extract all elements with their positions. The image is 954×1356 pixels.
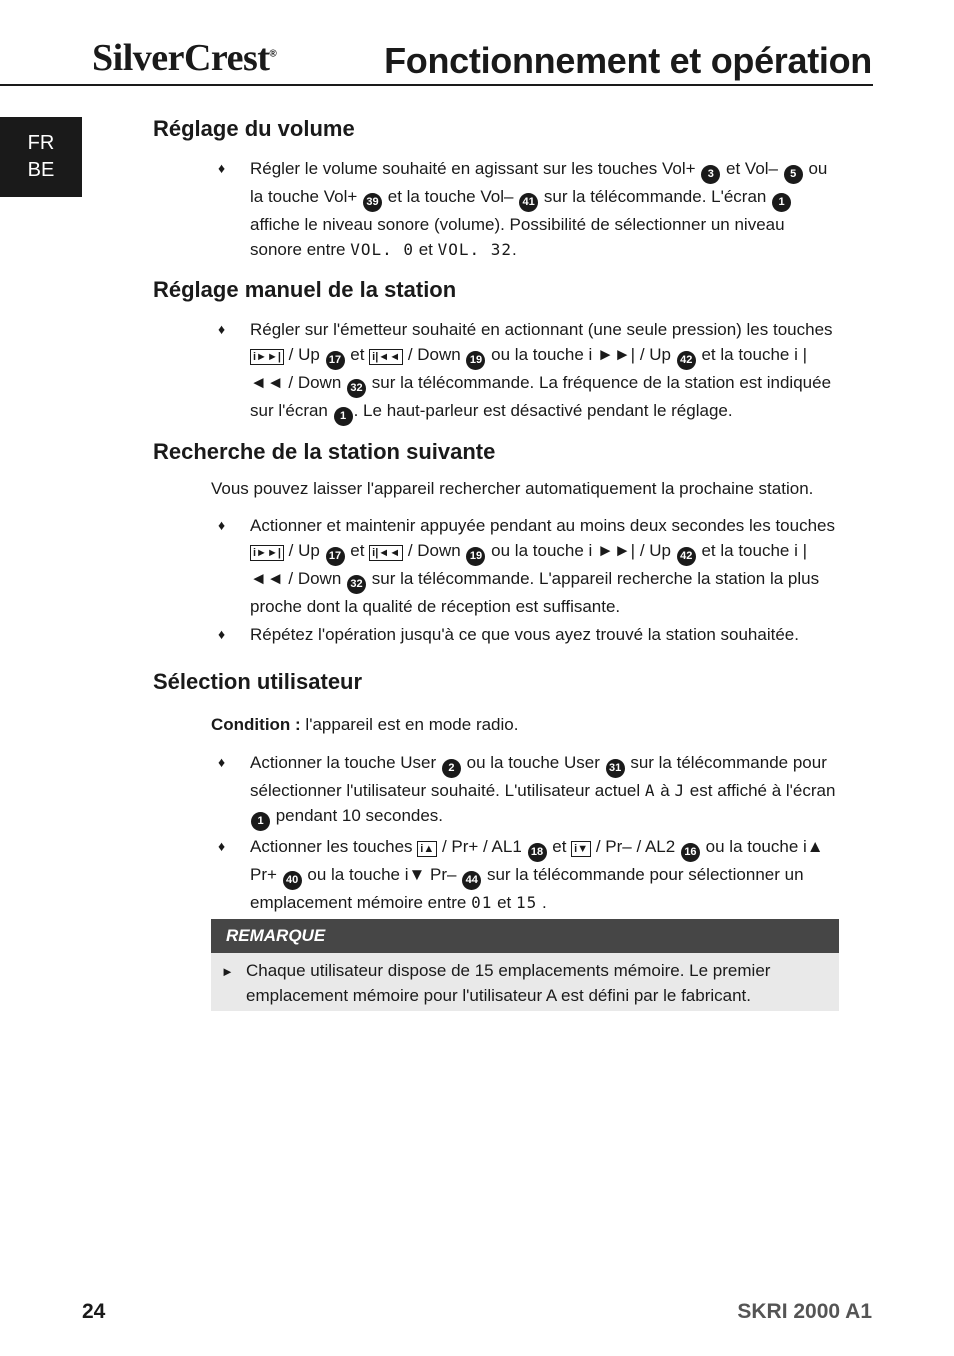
page-number: 24 bbox=[82, 1300, 106, 1323]
ref-number: 5 bbox=[784, 165, 803, 184]
search-intro: Vous pouvez laisser l'appareil rechercher automatiquement la prochaine station. bbox=[211, 479, 814, 498]
lcd-display-text: VOL. 0 bbox=[350, 240, 414, 259]
lcd-display-text: VOL. 32 bbox=[437, 240, 513, 259]
ref-number: 39 bbox=[363, 193, 382, 212]
lcd-display-text: 01 bbox=[471, 893, 493, 912]
bullet-diamond-icon: ♦ bbox=[218, 754, 226, 770]
lcd-display-text: J bbox=[674, 781, 686, 800]
key-down-icon: i▼ bbox=[571, 841, 591, 857]
arrow-right-icon: ► bbox=[221, 964, 234, 979]
ref-number: 18 bbox=[528, 843, 547, 862]
key-prev-icon: i|◄◄ bbox=[369, 349, 403, 365]
remark-text: Chaque utilisateur dispose de 15 emplacements mémoire. Le premier emplacement mémoire pour l'utilisateur A est défini par le fabricant. bbox=[246, 961, 771, 1005]
brand-logo: SilverCrest® bbox=[92, 37, 277, 79]
language-tab bbox=[0, 117, 82, 197]
key-next-icon: i►►| bbox=[250, 545, 284, 561]
bullet-diamond-icon: ♦ bbox=[218, 160, 226, 176]
bullet-diamond-icon: ♦ bbox=[218, 838, 226, 854]
ref-number: 19 bbox=[466, 351, 485, 370]
ref-number: 3 bbox=[701, 165, 720, 184]
bullet-user-2: ♦ Actionner les touches i▲ / Pr+ / AL1 18 et i▼ / Pr– / AL2 16 ou la touche i▲ Pr+ 40 ou la touche i▼ Pr– 44 sur la télécommande pour sélectionner un emplacement mémoire entre 01 et 15 . bbox=[218, 834, 838, 915]
bullet-search-2: ♦ Répétez l'opération jusqu'à ce que vous ayez trouvé la station souhaitée. bbox=[218, 622, 838, 647]
section-heading-manual: Réglage manuel de la station bbox=[153, 277, 457, 302]
language-tab-line1: FR bbox=[27, 132, 55, 154]
ref-number: 32 bbox=[347, 379, 366, 398]
header-divider bbox=[0, 84, 873, 86]
section-heading-user: Sélection utilisateur bbox=[153, 669, 363, 694]
model-name: SKRI 2000 A1 bbox=[737, 1300, 872, 1323]
remark-body bbox=[211, 953, 839, 1011]
ref-number: 2 bbox=[442, 759, 461, 778]
bullet-diamond-icon: ♦ bbox=[218, 321, 226, 337]
remark-header: REMARQUE bbox=[211, 919, 839, 953]
lcd-display-text: 15 bbox=[515, 893, 538, 912]
bullet-volume: ♦ Régler le volume souhaité en agissant sur les touches Vol+ 3 et Vol– 5 ou la touche Vol+ 39 et la touche Vol– 41 sur la télécommande. L'écran 1 affiche le niveau sonore (volume). Possibilité de sélectionner un niveau sonore entre VOL. 0 et VOL. 32. bbox=[218, 156, 838, 262]
section-heading-search: Recherche de la station suivante bbox=[153, 439, 496, 464]
bullet-user-1: ♦ Actionner la touche User 2 ou la touche User 31 sur la télécommande pour sélectionner l'utilisateur souhaité. L'utilisateur actuel A à J est affiché à l'écran 1 pendant 10 secondes. bbox=[218, 750, 838, 831]
bullet-diamond-icon: ♦ bbox=[218, 626, 226, 642]
ref-number: 1 bbox=[251, 812, 270, 831]
ref-number: 1 bbox=[334, 407, 353, 426]
ref-number: 40 bbox=[283, 871, 302, 890]
ref-number: 1 bbox=[772, 193, 791, 212]
bullet-diamond-icon: ♦ bbox=[218, 517, 226, 533]
bullet-manual: ♦ Régler sur l'émetteur souhaité en actionnant (une seule pression) les touches i►►| / Up 17 et i|◄◄ / Down 19 ou la touche i ►►| / Up 42 et la touche i |◄◄ / Down 32 sur la télécommande. La fréquence de la station est indiquée sur l'écran 1 . Le haut-parleur est désactivé pendant le réglage. bbox=[218, 317, 838, 426]
user-condition: Condition : l'appareil est en mode radio. bbox=[211, 715, 519, 734]
key-up-icon: i▲ bbox=[417, 841, 437, 857]
lcd-display-text: A bbox=[644, 781, 656, 800]
page-title: Fonctionnement et opération bbox=[384, 40, 872, 81]
bullet-search-1: ♦ Actionner et maintenir appuyée pendant au moins deux secondes les touches i►►| / Up 17 et i|◄◄ / Down 19 ou la touche i ►►| / Up 42 et la touche i |◄◄ / Down 32 sur la télécommande. L'appareil recherche la station la plus proche dont la qualité de réception est suffisante. bbox=[218, 513, 838, 619]
key-next-icon: i►►| bbox=[250, 349, 284, 365]
ref-number: 16 bbox=[681, 843, 700, 862]
section-heading-volume: Réglage du volume bbox=[153, 116, 355, 141]
ref-number: 32 bbox=[347, 575, 366, 594]
ref-number: 31 bbox=[606, 759, 625, 778]
language-tab-line2: BE bbox=[27, 159, 55, 181]
ref-number: 17 bbox=[326, 547, 345, 566]
ref-number: 42 bbox=[677, 351, 696, 370]
ref-number: 19 bbox=[466, 547, 485, 566]
ref-number: 44 bbox=[462, 871, 481, 890]
ref-number: 17 bbox=[326, 351, 345, 370]
ref-number: 42 bbox=[677, 547, 696, 566]
ref-number: 41 bbox=[519, 193, 538, 212]
key-prev-icon: i|◄◄ bbox=[369, 545, 403, 561]
